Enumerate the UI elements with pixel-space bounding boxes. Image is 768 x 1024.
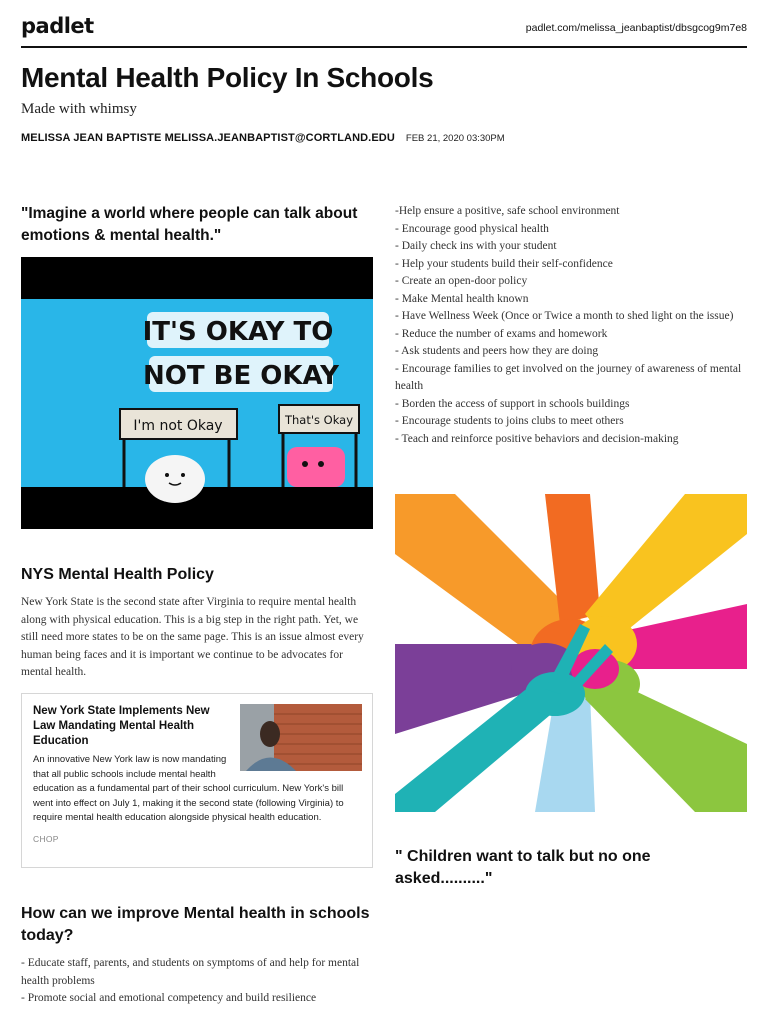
list-item: - Encourage students to joins clubs to meet others: [395, 415, 624, 427]
card-description: An innovative New York law is now mandating that all public schools include mental health education as a fundamental part of their school curriculum. New York's bill went into effect on July 1, making it the second state (following Virginia) to require mental health education alongside physical health education.: [33, 754, 344, 823]
its-okay-image[interactable]: [21, 257, 373, 529]
list-item: - Encourage good physical health: [395, 222, 549, 235]
card-thumbnail: [240, 704, 362, 771]
list-item: - Make Mental health known: [395, 292, 529, 305]
card-source: CHOP: [33, 833, 59, 844]
nys-policy-title: NYS Mental Health Policy: [21, 566, 214, 583]
quote-post-1: "Imagine a world where people can talk about emotions & mental health.": [21, 205, 358, 244]
list-item: - Promote social and emotional competency and build resilience: [21, 992, 317, 1004]
list-item: - Have Wellness Week (Once or Twice a month to shed light on the issue): [395, 310, 734, 322]
improve-list: [21, 955, 373, 1008]
list-item: - Encourage families to get involved on the journey of awareness of mental health: [395, 362, 742, 392]
list-item: - Help your students build their self-confidence: [395, 257, 613, 270]
list-item: - Daily check ins with your student: [395, 240, 557, 252]
nys-policy-body: New York State is the second state after Virginia to require mental health along with physical education. This is a big step in the right path. Yet, we still need more states to be on the same page. This is an issue almost every human being faces and it is important we continue to be advocates for mental health.: [21, 596, 364, 678]
improve-title: How can we improve Mental health in schools today?: [21, 905, 370, 944]
list-item: - Ask students and peers how they are doing: [395, 345, 599, 357]
padlet-logo[interactable]: padlet: [21, 14, 94, 38]
sign-left: I'm not Okay: [133, 418, 223, 434]
page-subtitle: Made with whimsy: [21, 101, 137, 117]
page-meta: [21, 132, 505, 144]
list-item: - Borden the access of support in schools buildings: [395, 397, 630, 410]
author-info: MELISSA JEAN BAPTISTE MELISSA.JEANBAPTIST@CORTLAND.EDU: [21, 132, 395, 144]
page-title: Mental Health Policy In Schools: [21, 62, 434, 93]
post-date: FEB 21, 2020 03:30PM: [405, 133, 505, 144]
list-item: - Educate staff, parents, and students on symptoms of and help for mental health problems: [21, 957, 360, 987]
list-item: -Help ensure a positive, safe school environment: [395, 205, 620, 217]
list-item: - Reduce the number of exams and homework: [395, 327, 608, 340]
link-preview-card[interactable]: [21, 693, 373, 868]
card-title[interactable]: New York State Implements New Law Mandating Mental Health Education: [33, 705, 210, 747]
quote-post-2: " Children want to talk but no one asked..........": [395, 848, 651, 887]
page-url[interactable]: padlet.com/melissa_jeanbaptist/dbsgcog9m7e8: [525, 22, 747, 34]
sign-right: That's Okay: [284, 413, 354, 427]
colorful-hands-image[interactable]: [395, 494, 747, 812]
okay-line-2: NOT BE OKAY: [143, 361, 339, 391]
strategies-list: [395, 203, 747, 448]
list-item: - Create an open-door policy: [395, 275, 528, 287]
top-bar: [21, 14, 747, 48]
okay-line-1: IT'S OKAY TO: [142, 317, 334, 347]
list-item: - Teach and reinforce positive behaviors and decision-making: [395, 432, 679, 445]
